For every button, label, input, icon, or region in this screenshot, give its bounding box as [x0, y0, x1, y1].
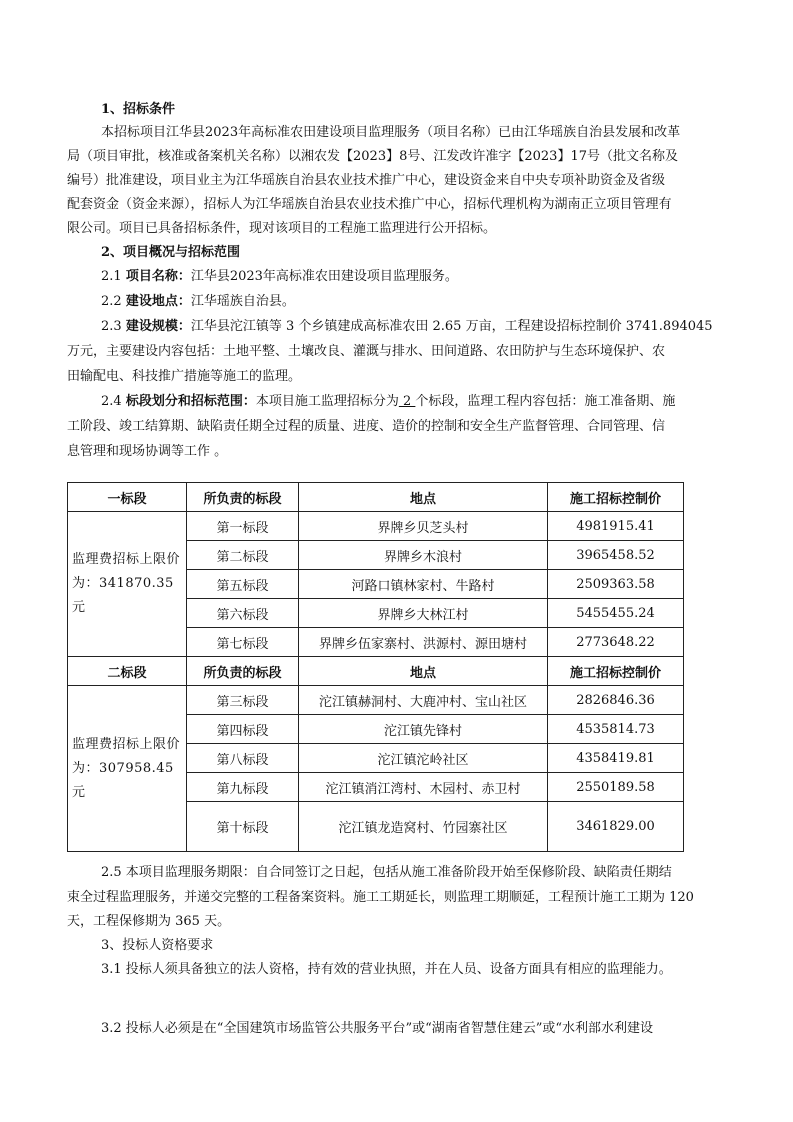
- section-name: 第二标段: [187, 541, 299, 570]
- section-price: 4535814.73: [548, 715, 684, 744]
- section-location: 界牌乡大林江村: [299, 599, 548, 628]
- para-2-4-line-3: 息管理和现场协调等工作 。: [67, 444, 228, 459]
- para-2-3-line-1: 江华县沱江镇等 3 个乡镇建成高标准农田 2.65 万亩，工程建设招标控制价 3741.894045: [190, 319, 713, 334]
- header-responsible-section: 所负责的标段: [187, 483, 299, 512]
- header-location: 地点: [299, 657, 548, 686]
- section-2-heading: 2、项目概况与招标范围: [101, 245, 241, 260]
- para-2-4-label: 标段划分和招标范围：: [125, 394, 256, 409]
- para-2-1-text: 江华县2023年高标准农田建设项目监理服务。: [190, 269, 458, 284]
- section-1-line-4: 配套资金（资金来源），招标人为江华瑶族自治县农业技术推广中心，招标代理机构为湖南正立项目管理有: [67, 197, 672, 212]
- lot-count: 2: [398, 394, 416, 409]
- section-price: 2550189.58: [548, 773, 684, 802]
- section-price: 4981915.41: [548, 512, 684, 541]
- para-2-5-line-2: 束全过程监理服务，并递交完整的工程备案资料。施工工期延长，则监理工期顺延，工程预计施工工期为 120: [67, 890, 694, 905]
- section-name: 第十标段: [187, 802, 299, 852]
- section-1-heading: 1、招标条件: [101, 102, 176, 117]
- para-2-5-line-3: 天，工程保修期为 365 天。: [67, 914, 231, 929]
- table-header-row-2: [68, 657, 684, 686]
- section-name: 第五标段: [187, 570, 299, 599]
- para-2-1: [101, 269, 458, 285]
- para-2-1-label: 项目名称：: [125, 269, 191, 284]
- para-2-4-line-2: 工阶段、竣工结算期、缺陷责任期全过程的质量、进度、造价的控制和安全生产监督管理、合同管理、信: [67, 419, 666, 434]
- table-row: [68, 512, 684, 541]
- section-name: 第一标段: [187, 512, 299, 541]
- section-name: 第三标段: [187, 686, 299, 715]
- section-name: 第六标段: [187, 599, 299, 628]
- section-1-line-2: 局（项目审批，核准或备案机关名称）以湘农发【2023】8号、江发改许准字【2023】17号（批文名称及: [67, 149, 678, 164]
- para-2-4-post: 个标段，监理工程内容包括：施工准备期、施: [415, 394, 676, 409]
- para-2-2-label: 建设地点：: [125, 294, 191, 309]
- header-location: 地点: [299, 483, 548, 512]
- section-1-line-5: 限公司。项目已具备招标条件，现对该项目的工程施工监理进行公开招标。: [67, 221, 497, 236]
- para-2-3: [101, 319, 713, 335]
- section-price: 2773648.22: [548, 628, 684, 657]
- para-2-4-pre: 本项目施工监理招标分为: [255, 394, 399, 409]
- para-2-5-line-1: 2.5 本项目监理服务期限：自合同签订之日起，包括从施工准备阶段开始至保修阶段、缺陷责任期结: [101, 865, 672, 880]
- para-3-1: 3.1 投标人须具备独立的法人资格，持有效的营业执照，并在人员、设备方面具有相应的监理能力。: [101, 962, 672, 977]
- lot-1-fee-cap: 监理费招标上限价为：341870.35元: [68, 512, 187, 657]
- header-responsible-section: 所负责的标段: [187, 657, 299, 686]
- lot-2-fee-cap: 监理费招标上限价为：307958.45元: [68, 686, 187, 852]
- section-location: 沱江镇沱岭社区: [299, 744, 548, 773]
- table-header-row-1: [68, 483, 684, 512]
- para-2-3-number: 2.3: [101, 319, 126, 334]
- para-2-4: [101, 394, 675, 410]
- para-2-1-number: 2.1: [101, 269, 126, 284]
- section-1-line-3: 编号）批准建设，项目业主为江华瑶族自治县农业技术推广中心，建设资金来自中央专项补助资金及省级: [67, 173, 666, 188]
- section-location: 界牌乡木浪村: [299, 541, 548, 570]
- para-2-2: [101, 294, 295, 310]
- header-lot-2: 二标段: [68, 657, 187, 686]
- section-location: 沱江镇龙造窝村、竹园寨社区: [299, 802, 548, 852]
- para-2-3-line-2: 万元，主要建设内容包括：土地平整、土壤改良、灌溉与排水、田间道路、农田防护与生态环境保护、农: [67, 344, 666, 359]
- header-control-price: 施工招标控制价: [548, 483, 684, 512]
- para-2-3-label: 建设规模：: [125, 319, 191, 334]
- section-name: 第七标段: [187, 628, 299, 657]
- section-location: 沱江镇先锋村: [299, 715, 548, 744]
- section-location: 界牌乡贝芝头村: [299, 512, 548, 541]
- section-location: 沱江镇消江湾村、木园村、赤卫村: [299, 773, 548, 802]
- section-name: 第九标段: [187, 773, 299, 802]
- section-price: 5455455.24: [548, 599, 684, 628]
- section-location: 沱江镇赫洞村、大鹿冲村、宝山社区: [299, 686, 548, 715]
- para-2-2-text: 江华瑶族自治县。: [190, 294, 295, 309]
- section-price: 2509363.58: [548, 570, 684, 599]
- section-name: 第八标段: [187, 744, 299, 773]
- section-1-line-1: 本招标项目江华县2023年高标准农田建设项目监理服务（项目名称）已由江华瑶族自治县发展和改革: [101, 125, 681, 140]
- section-price: 3461829.00: [548, 802, 684, 852]
- table-row: [68, 686, 684, 715]
- section-price: 2826846.36: [548, 686, 684, 715]
- section-price: 3965458.52: [548, 541, 684, 570]
- section-3-heading: 3、投标人资格要求: [101, 938, 214, 953]
- para-2-3-line-3: 田输配电、科技推广措施等施工的监理。: [67, 369, 302, 384]
- header-control-price: 施工招标控制价: [548, 657, 684, 686]
- para-2-2-number: 2.2: [101, 294, 126, 309]
- section-price: 4358419.81: [548, 744, 684, 773]
- para-2-4-number: 2.4: [101, 394, 126, 409]
- bid-lot-table: [67, 482, 684, 852]
- header-lot-1: 一标段: [68, 483, 187, 512]
- section-name: 第四标段: [187, 715, 299, 744]
- section-location: 河路口镇林家村、牛路村: [299, 570, 548, 599]
- para-3-2: 3.2 投标人必须是在“全国建筑市场监管公共服务平台”或“湖南省智慧住建云”或“水利部水利建设: [101, 1021, 654, 1036]
- section-location: 界牌乡伍家寨村、洪源村、源田塘村: [299, 628, 548, 657]
